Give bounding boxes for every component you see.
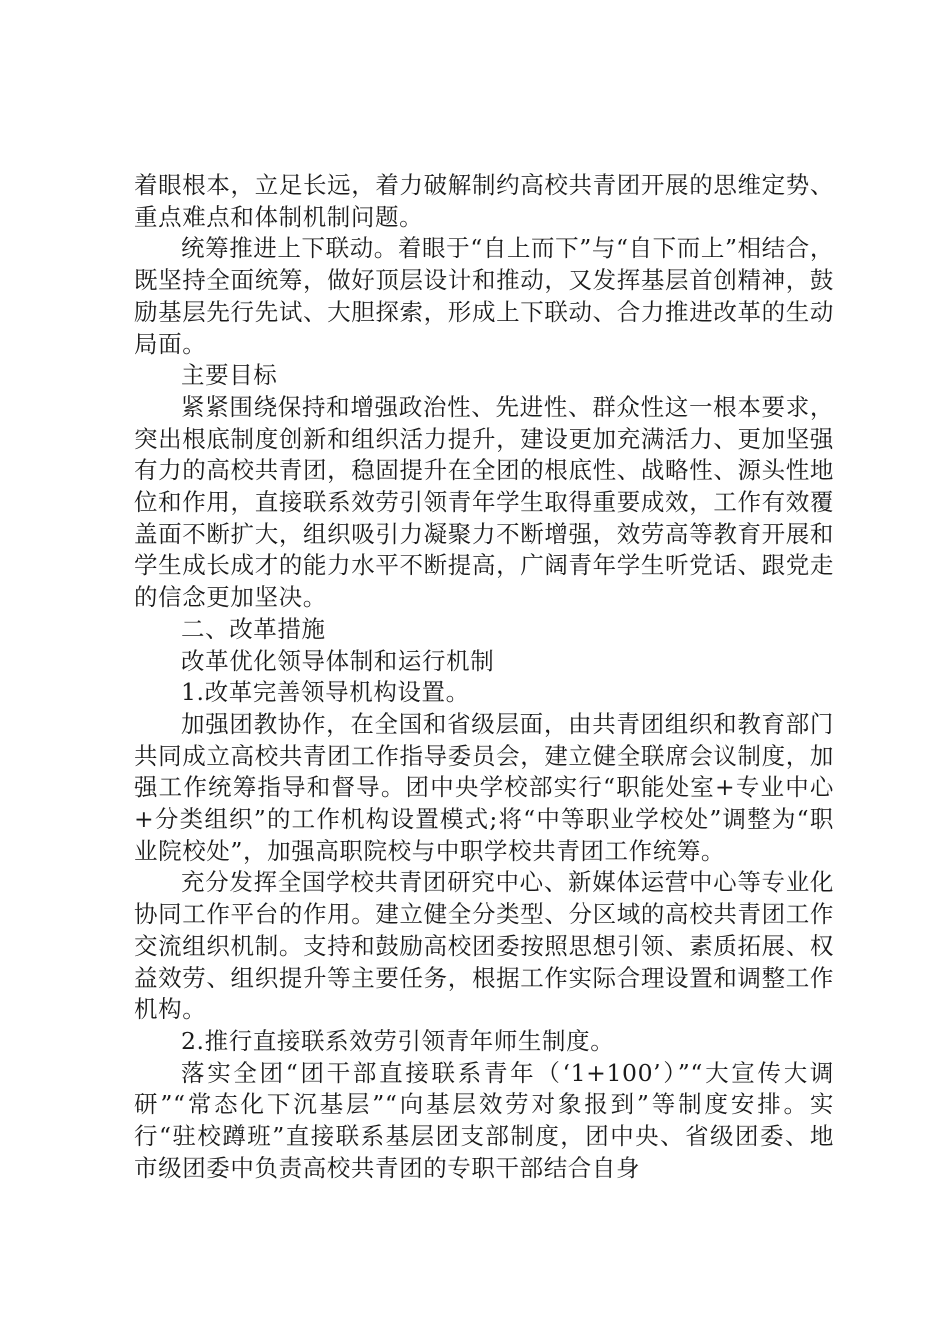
heading-main-goals: 主要目标: [181, 361, 278, 390]
heading-item-1: 1.改革完善领导机构设置。: [181, 678, 470, 707]
paragraph-direct-contact: 落实全团“团干部直接联系青年（‘1+100’）”“大宣传大调研”“常态化下沉基层”“向基层效劳对象报到”等制度安排。实行“驻校蹲班”直接联系基层团支部制度，团中央、省级团委、地市级团委中负责高校共青团的专职干部结合自身: [134, 1058, 834, 1182]
paragraph-main-goals: 紧紧围绕保持和增强政治性、先进性、群众性这一根本要求，突出根底制度创新和组织活力提升，建设更加充满活力、更加坚强有力的高校共青团，稳固提升在全团的根底性、战略性、源头性地位和作用，直接联系效劳引领青年学生取得重要成效，工作有效覆盖面不断扩大，组织吸引力凝聚力不断增强，效劳高等教育开展和学生成长成才的能力水平不断提高，广阔青年学生听党话、跟党走的信念更加坚决。: [134, 392, 834, 612]
document-body: [134, 170, 834, 1185]
paragraph-coordination: 统筹推进上下联动。着眼于“自上而下”与“自下而上”相结合，既坚持全面统筹，做好顶层设计和推动，又发挥基层首创精神，鼓励基层先行先试、大胆探索，形成上下联动、合力推进改革的生动局面。: [134, 234, 834, 358]
heading-reform-measures: 二、改革措施: [181, 614, 326, 643]
heading-item-2: 2.推行直接联系效劳引领青年师生制度。: [181, 1026, 615, 1055]
heading-leadership-system: 改革优化领导体制和运行机制: [181, 646, 495, 675]
paragraph-continuation: 着眼根本，立足长远，着力破解制约高校共青团开展的思维定势、重点难点和体制机制问题。: [134, 171, 834, 231]
paragraph-platforms: 充分发挥全国学校共青团研究中心、新媒体运营中心等专业化协同工作平台的作用。建立健全分类型、分区域的高校共青团工作交流组织机制。支持和鼓励高校团委按照思想引领、素质拓展、权益效劳、组织提升等主要任务，根据工作实际合理设置和调整工作机构。: [134, 868, 834, 1024]
paragraph-collaboration: 加强团教协作，在全国和省级层面，由共青团组织和教育部门共同成立高校共青团工作指导委员会，建立健全联席会议制度，加强工作统筹指导和督导。团中央学校部实行“职能处室+专业中心+分类组织”的工作机构设置模式;将“中等职业学校处”调整为“职业院校处”，加强高职院校与中职学校共青团工作统筹。: [134, 709, 834, 865]
